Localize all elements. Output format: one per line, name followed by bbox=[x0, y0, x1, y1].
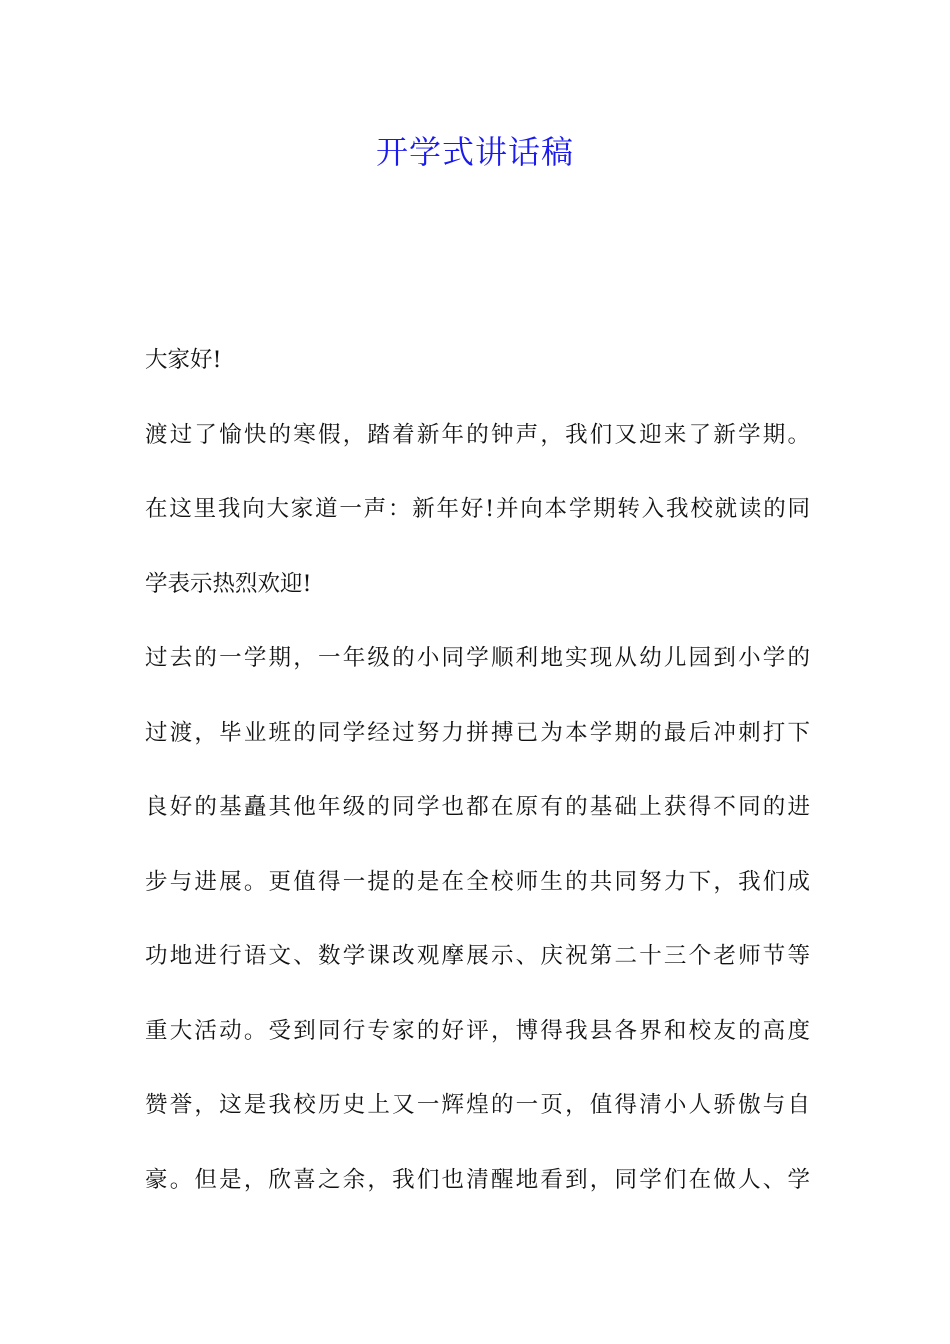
text-line: 良好的基矗其他年级的同学也都在原有的基础上获得不同的进 bbox=[145, 794, 810, 820]
text-line: 豪。但是，欣喜之余，我们也清醒地看到，同学们在做人、学 bbox=[145, 1166, 810, 1193]
text-line: 在这里我向大家道一声：新年好!并向本学期转入我校就读的同 bbox=[145, 496, 810, 522]
text-line: 过渡，毕业班的同学经过努力拼搏已为本学期的最后冲刺打下 bbox=[145, 719, 810, 746]
text-line: 学表示热烈欢迎! bbox=[145, 570, 312, 597]
text-line: 赞誉，这是我校历史上又一辉煌的一页，值得清小人骄傲与自 bbox=[145, 1092, 810, 1118]
document-title: 开学式讲话稿 bbox=[375, 133, 574, 171]
text-line: 过去的一学期，一年级的小同学顺利地实现从幼儿园到小学的 bbox=[145, 645, 810, 671]
text-line-greeting: 大家好! bbox=[145, 347, 222, 373]
text-line: 渡过了愉快的寒假，踏着新年的钟声，我们又迎来了新学期。 bbox=[145, 421, 810, 448]
document-body bbox=[145, 323, 810, 1217]
text-line: 重大活动。受到同行专家的好评，博得我县各界和校友的高度 bbox=[145, 1017, 810, 1044]
text-line: 功地进行语文、数学课改观摩展示、庆祝第二十三个老师节等 bbox=[145, 943, 810, 969]
text-line: 步与进展。更值得一提的是在全校师生的共同努力下，我们成 bbox=[145, 868, 810, 895]
